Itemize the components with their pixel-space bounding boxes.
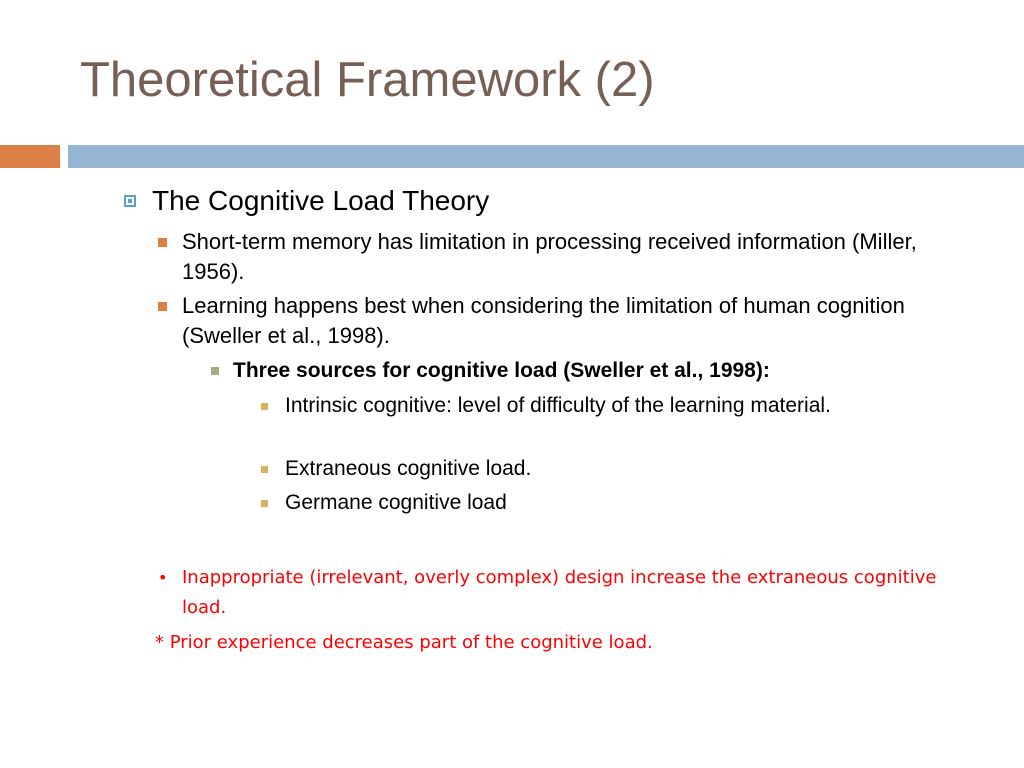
bullet-text: The Cognitive Load Theory	[152, 185, 490, 216]
bullet-level4	[285, 391, 925, 421]
bullet-text: Germane cognitive load	[285, 491, 507, 514]
dot-bullet-icon: •	[158, 568, 168, 587]
bullet-level2	[182, 291, 982, 351]
slide-title: Theoretical Framework (2)	[80, 53, 655, 107]
square-bullet-icon	[158, 302, 167, 311]
accent-bar-blue	[68, 145, 1024, 168]
note-text: Inappropriate (irrelevant, overly complex) design increase the extraneous cognitive load.	[182, 567, 937, 618]
bullet-text: Intrinsic cognitive: level of difficulty of the learning material.	[285, 394, 831, 417]
accent-bar-orange	[0, 145, 60, 168]
bullet-level1	[152, 184, 489, 218]
bullet-text: Three sources for cognitive load (Sweller et al., 1998):	[233, 359, 770, 382]
bullet-text: Learning happens best when considering the limitation of human cognition (Sweller et al., 1998).	[182, 293, 905, 348]
square-bullet-icon	[261, 466, 268, 473]
bullet-level3	[233, 356, 770, 386]
bullet-level4	[285, 454, 925, 484]
bullet-text: Short-term memory has limitation in processing received information (Miller, 1956).	[182, 229, 917, 284]
bullet-level2	[182, 227, 982, 287]
square-bullet-icon	[261, 403, 268, 410]
square-bullet-icon	[261, 500, 268, 507]
bullet-level4	[285, 488, 925, 518]
square-bullet-icon	[211, 367, 219, 375]
square-bullet-icon	[158, 238, 167, 247]
note-text: * Prior experience decreases part of the cognitive load.	[155, 632, 653, 653]
red-note	[155, 628, 653, 658]
red-note	[158, 563, 982, 623]
bullet-text: Extraneous cognitive load.	[285, 457, 532, 480]
square-bullet-icon	[124, 195, 136, 207]
